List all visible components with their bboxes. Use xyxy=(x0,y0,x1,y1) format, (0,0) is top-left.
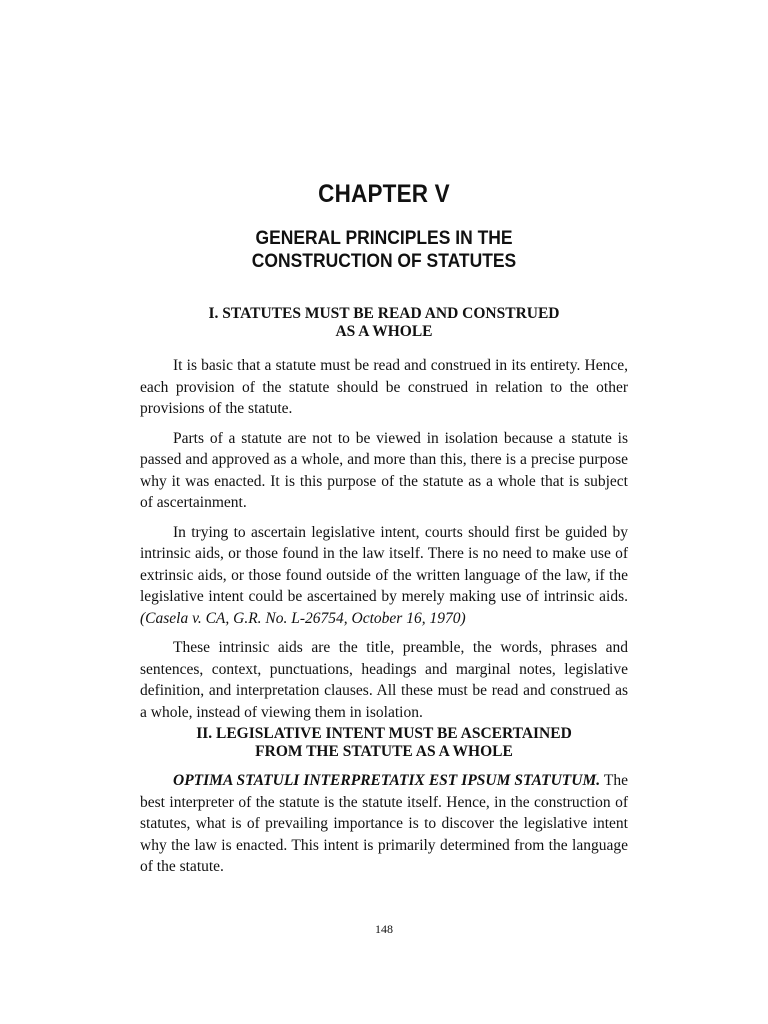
latin-maxim: OPTIMA STATULI INTERPRETATIX EST IPSUM STATUTUM. xyxy=(173,772,601,789)
section-1-heading-line-2: AS A WHOLE xyxy=(335,323,433,340)
chapter-title: CHAPTER V xyxy=(318,180,450,208)
section-1-paragraph-1: It is basic that a statute must be read and construed in its entirety. Hence, each provision of the statute should be construed in relation to the other provisions of the statute. xyxy=(140,357,628,417)
paragraph-3-text: In trying to ascertain legislative intent, courts should first be guided by intrinsic aids, or those found in the law itself. There is no need to make use of extrinsic aids, or those found outside of the written language of the law, if the legislative intent could be ascertained by merely making use of intrinsic aids. xyxy=(140,523,628,605)
section-1-paragraph-4: These intrinsic aids are the title, preamble, the words, phrases and sentences, context, punctuations, headings and marginal notes, legislative definition, and interpretation clauses. All these must be read and construed as a whole, instead of viewing them in isolation. xyxy=(140,639,628,721)
section-1-paragraph-2: Parts of a statute are not to be viewed in isolation because a statute is passed and approved as a whole, and more than this, there is a precise purpose why it was enacted. It is this purpose of the statute as a whole that is subject of ascertainment. xyxy=(140,429,628,511)
section-2-heading xyxy=(140,725,628,761)
section-2-paragraph-1-text: The best interpreter of the statute is the statute itself. Hence, in the construction of statutes, what is of prevailing importance is to discover the legislative intent why the law is enacted. This intent is primarily determined from the language of the statute. xyxy=(140,772,628,875)
section-1-heading xyxy=(140,305,628,341)
case-citation: (Casela v. CA, G.R. No. L-26754, October 16, 1970) xyxy=(140,609,466,627)
chapter-subtitle-line-1: GENERAL PRINCIPLES IN THE xyxy=(255,228,513,249)
section-1-body xyxy=(140,355,628,731)
chapter-subtitle xyxy=(31,227,738,273)
section-2-paragraph-1 xyxy=(140,770,628,878)
section-2-heading-line-1: II. LEGISLATIVE INTENT MUST BE ASCERTAINED xyxy=(196,725,572,742)
section-2-heading-line-2: FROM THE STATUTE AS A WHOLE xyxy=(255,743,513,760)
page-number: 148 xyxy=(375,922,393,936)
section-1-paragraph-3 xyxy=(140,522,628,630)
section-2-body xyxy=(140,770,628,886)
section-1-heading-line-1: I. STATUTES MUST BE READ AND CONSTRUED xyxy=(208,305,560,322)
chapter-subtitle-line-2: CONSTRUCTION OF STATUTES xyxy=(251,251,517,272)
